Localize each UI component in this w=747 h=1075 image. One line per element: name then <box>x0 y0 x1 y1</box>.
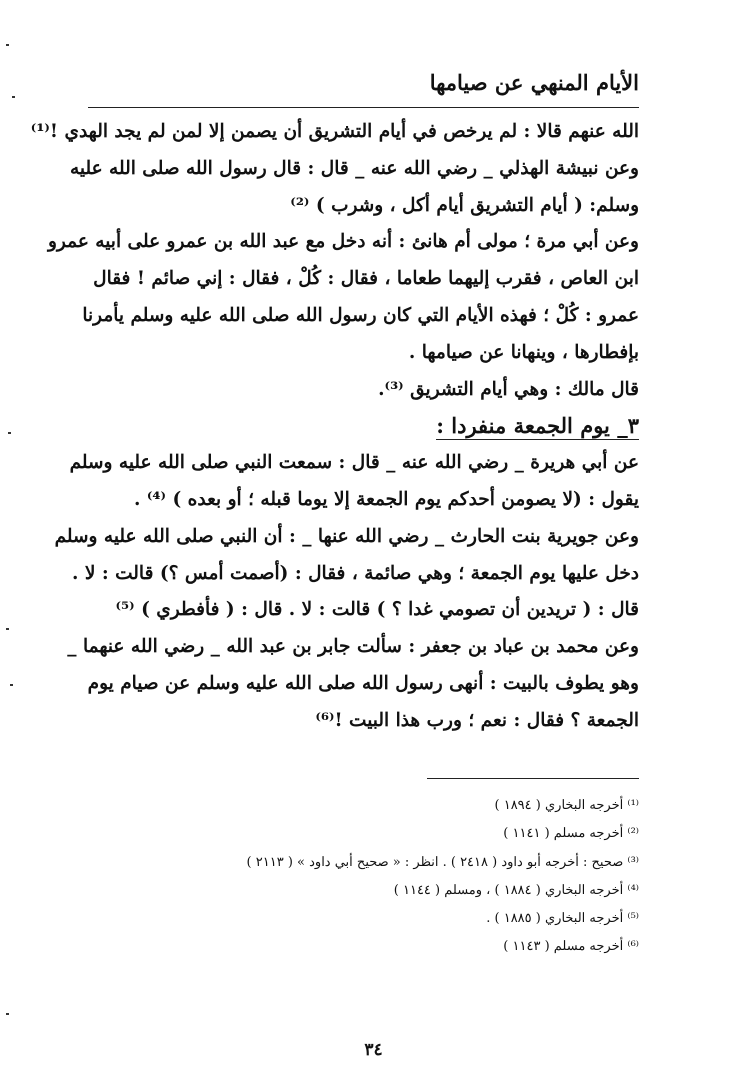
footnote: ⁽²⁾ أخرجه مسلم ( ١١٤١ ) <box>503 826 639 842</box>
text-line: ابن العاص ، فقرب إليهما طعاما ، فقال : كُلْ ، فقال : إني صائم ! فقال <box>93 268 639 290</box>
header-rule <box>88 107 639 108</box>
text-line: وسلم: ( أيام التشريق أيام أكل ، وشرب ) ⁽²⁾ <box>290 194 639 216</box>
text-line: قال : ( تريدين أن تصومي غدا ؟ ) قالت : لا . قال : ( فأفطري ) ⁽⁵⁾ <box>115 599 639 621</box>
footnote: ⁽⁴⁾ أخرجه البخاري ( ١٨٨٤ ) ، ومسلم ( ١١٤٤ ) <box>393 882 639 898</box>
main-text <box>30 114 639 740</box>
text-line: وعن أبي مرة ؛ مولى أم هانئ : أنه دخل مع عبد الله بن عمرو على أبيه عمرو <box>47 231 639 253</box>
section-heading-text: ٣_ يوم الجمعة منفردا : <box>436 413 639 439</box>
footnote: ⁽⁵⁾ أخرجه البخاري ( ١٨٨٥ ) . <box>486 911 639 927</box>
text-line: دخل عليها يوم الجمعة ؛ وهي صائمة ، فقال : (أصمت أمس ؟) قالت : لا . <box>71 562 639 584</box>
text-line: الجمعة ؟ فقال : نعم ؛ ورب هذا البيت !⁽⁶⁾ <box>315 709 639 731</box>
footnote-rule <box>427 778 639 779</box>
scan-speck <box>8 432 11 434</box>
footnote: ⁽³⁾ صحيح : أخرجه أبو داود ( ٢٤١٨ ) . انظر : « صحيح أبي داود » ( ٢١١٣ ) <box>246 854 639 870</box>
scan-speck <box>12 96 15 98</box>
text-line: وهو يطوف بالبيت : أنهى رسول الله صلى الله عليه وسلم عن صيام يوم <box>87 672 639 694</box>
text-line: قال مالك : وهي أيام التشريق ⁽³⁾. <box>378 378 639 400</box>
text-line: الله عنهم قالا : لم يرخص في أيام التشريق أن يصمن إلا لمن لم يجد الهدي !⁽¹⁾ <box>30 121 639 142</box>
page-number: ٣٤ <box>364 1040 383 1060</box>
scan-speck <box>6 44 9 46</box>
text-line: بإفطارها ، وينهانا عن صيامها . <box>408 341 639 363</box>
text-line: وعن نبيشة الهذلي _ رضي الله عنه _ قال : قال رسول الله صلى الله عليه <box>69 157 639 179</box>
text-line: وعن محمد بن عباد بن جعفر : سألت جابر بن عبد الله _ رضي الله عنهما _ <box>67 636 639 658</box>
text-line: يقول : (لا يصومن أحدكم يوم الجمعة إلا يوما قبله ؛ أو بعده ) ⁽⁴⁾ . <box>134 488 639 510</box>
text-line: عمرو : كُلْ ؛ فهذه الأيام التي كان رسول الله صلى الله عليه وسلم يأمرنا <box>82 304 639 326</box>
scan-speck <box>10 684 13 686</box>
footnote: ⁽⁶⁾ أخرجه مسلم ( ١١٤٣ ) <box>503 939 639 955</box>
footnotes <box>110 792 639 962</box>
footnote: ⁽¹⁾ أخرجه البخاري ( ١٨٩٤ ) <box>494 798 639 813</box>
scan-speck <box>6 1013 9 1015</box>
text-line: عن أبي هريرة _ رضي الله عنه _ قال : سمعت النبي صلى الله عليه وسلم <box>69 452 639 474</box>
running-header: الأيام المنهي عن صيامها <box>429 70 639 95</box>
text-line: وعن جويرية بنت الحارث _ رضي الله عنها _ : أن النبي صلى الله عليه وسلم <box>54 525 639 547</box>
section-heading <box>90 408 639 445</box>
scan-speck <box>6 628 9 630</box>
